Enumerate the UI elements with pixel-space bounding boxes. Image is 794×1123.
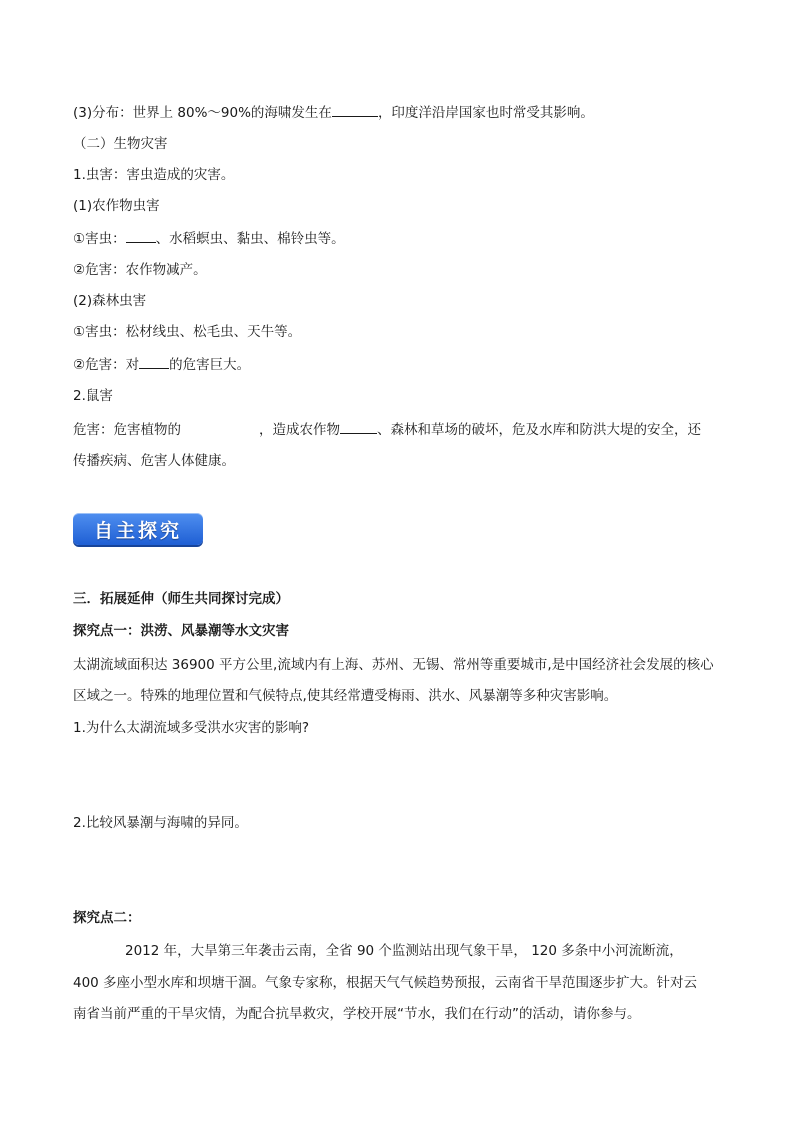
taihu-paragraph-line-1: 太湖流域面积达 36900 平方公里,流域内有上海、苏州、无锡、常州等重要城市,是中国经济社会发展的核心 bbox=[73, 657, 714, 673]
fill-blank[interactable] bbox=[332, 102, 378, 117]
forest-pest-heading: (2)森林虫害 bbox=[73, 293, 147, 309]
crop-pest-heading: (1)农作物虫害 bbox=[73, 198, 160, 214]
inquiry-point-two-title: 探究点二： bbox=[73, 910, 141, 926]
yunnan-paragraph-line-1: 2012 年，大旱第三年袭击云南，全省 90 个监测站出现气象干旱， 120 多条中小河流断流， bbox=[125, 943, 683, 959]
question-two: 2.比较风暴潮与海啸的异同。 bbox=[73, 815, 248, 831]
rodent-heading: 2.鼠害 bbox=[73, 388, 113, 404]
question-one: 1.为什么太湖流域多受洪水灾害的影响? bbox=[73, 720, 310, 736]
section-three-title: 三．拓展延伸（师生共同探讨完成） bbox=[73, 591, 289, 607]
fill-blank[interactable] bbox=[340, 419, 377, 434]
tsunami-distribution-line bbox=[73, 102, 594, 123]
crop-pest-harm: ②危害：农作物减产。 bbox=[73, 262, 207, 278]
text: 的危害巨大。 bbox=[169, 357, 251, 373]
text: 、水稻螟虫、黏虫、棉铃虫等。 bbox=[155, 231, 345, 247]
forest-pest-harm-line bbox=[73, 354, 250, 375]
pest-definition: 1.虫害：害虫造成的灾害。 bbox=[73, 167, 235, 183]
rodent-harm-line bbox=[73, 419, 701, 440]
crop-pest-list-line bbox=[73, 228, 345, 249]
text: (3)分布：世界上 80%～90%的海啸发生在 bbox=[73, 105, 332, 121]
text: ②危害：对 bbox=[73, 357, 140, 373]
yunnan-paragraph-line-2: 400 多座小型水库和坝塘干涸。气象专家称，根据天气气候趋势预报，云南省干旱范围逐步扩大。针对云 bbox=[73, 975, 698, 991]
fill-blank[interactable] bbox=[139, 354, 169, 369]
forest-pest-list: ①害虫：松材线虫、松毛虫、天牛等。 bbox=[73, 324, 302, 340]
yunnan-paragraph-line-3: 南省当前严重的干旱灾情，为配合抗旱救灾，学校开展“节水，我们在行动”的活动，请你参与。 bbox=[73, 1006, 641, 1022]
text: 危害：危害植物的 bbox=[73, 422, 181, 438]
text: ，造成农作物 bbox=[259, 422, 340, 438]
rodent-harm-line-2: 传播疾病、危害人体健康。 bbox=[73, 453, 235, 469]
text: ①害虫： bbox=[73, 231, 126, 247]
subheading-biological-disaster: （二）生物灾害 bbox=[73, 136, 168, 152]
taihu-paragraph-line-2: 区域之一。特殊的地理位置和气候特点,使其经常遭受梅雨、洪水、风暴潮等多种灾害影响。 bbox=[73, 688, 618, 704]
fill-blank[interactable] bbox=[126, 228, 156, 243]
text: ，印度洋沿岸国家也时常受其影响。 bbox=[377, 105, 594, 121]
text: 、森林和草场的破坏，危及水库和防洪大堤的安全，还 bbox=[377, 422, 701, 438]
inquiry-point-one-title: 探究点一：洪涝、风暴潮等水文灾害 bbox=[73, 623, 289, 639]
self-study-badge: 自主探究 bbox=[73, 513, 203, 545]
